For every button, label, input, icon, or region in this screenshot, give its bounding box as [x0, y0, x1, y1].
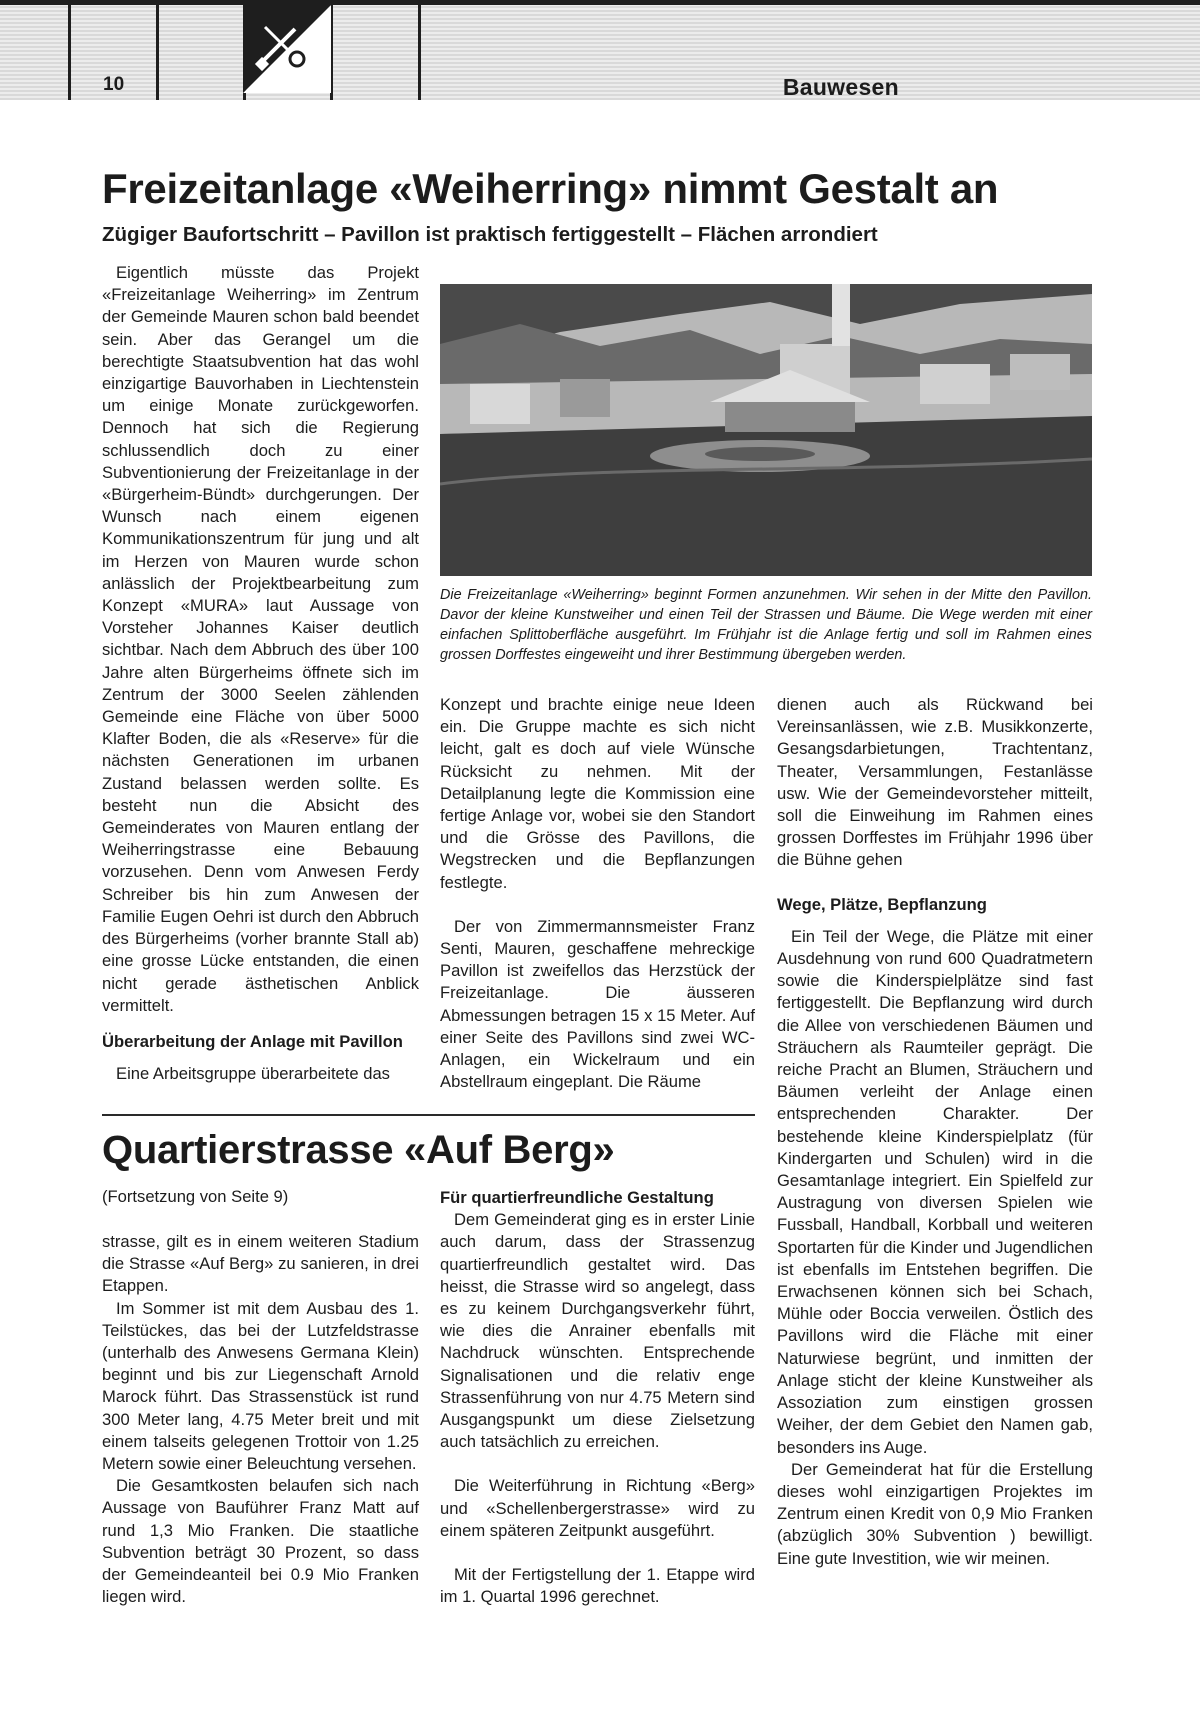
paragraph: Der Gemeinderat hat für die Erstellung dieses wohl einzigartigen Projektes im Zentrum einen Kredit von 0,9 Mio Franken (abzüglich 30% Subvention ) bewilligt. Eine gute Investition, wie wir meinen.: [777, 1459, 1093, 1568]
article-column-3: [777, 694, 1093, 1570]
crossed-tools-emblem-icon: [243, 5, 331, 93]
article-title: Freizeitanlage «Weiherring» nimmt Gestalt an: [102, 165, 999, 212]
paragraph: Im Sommer ist mit dem Ausbau des 1. Teilstückes, das bei der Lutzfeldstrasse (unterhalb des Anwesens Germana Klein) beginnt und bis zur Liegenschaft Arnold Marock führt. Das Strassenstück ist rund 300 Meter lang, 4.75 Meter breit und mit einem talseits gelegenen Trottoir von 1.25 Metern sowie einer Beleuchtung versehen.: [102, 1298, 419, 1474]
section-heading: Für quartierfreundliche Gestaltung: [440, 1188, 714, 1207]
paragraph: strasse, gilt es in einem weiteren Stadium die Strasse «Auf Berg» zu sanieren, in drei Etappen.: [102, 1232, 419, 1296]
paragraph: Ein Teil der Wege, die Plätze mit einer Ausdehnung von rund 600 Quadratmetern sowie die Kinderspielplätze sind fast fertiggestellt. Die Bepflanzung wird durch die Allee von verschiedenen Bäumen und Sträuchern als Raumteiler geprägt. Die reiche Pracht an Blumen, Sträuchern und Bäumen verleiht der Anlage einen entsprechenden Charakter. Der bestehende kleine Kinderspielplatz (für Kindergarten und Schulen) wird in die Gesamtanlage integriert. Ein Spielfeld zur Austragung von diversen Spielen wie Fussball, Handball, Korbball und weiteren Sportarten für die Kinder und Jugendlichen ist ebenfalls im Entstehen begriffen. Die Erwachsenen können sich bei Schach, Mühle oder Boccia verweilen. Östlich des Pavillons wird die Fläche mit einer Naturwiese begrünt, und inmitten der Anlage sticht der kleine Kunstweiher als Assoziation zum einstigen grossen Weiher, der dem Gebiet den Namen gab, besonders ins Auge.: [777, 926, 1093, 1457]
village-pavilion-photo: [440, 284, 1092, 576]
header-divider: [68, 5, 71, 100]
paragraph: Mit der Fertigstellung der 1. Etappe wird im 1. Quartal 1996 gerechnet.: [440, 1565, 755, 1607]
header-divider: [156, 5, 159, 100]
paragraph: Konzept und brachte einige neue Ideen ein. Die Gruppe machte es sich nicht leicht, galt es doch auf viele Wünsche Rücksicht zu nehmen. Mit der Detailplanung legte die Kommission eine fertige Anlage vor, wobei sie den Standort und die Grösse des Pavillons, die Wegstrecken und die Bepflanzungen festlegte.: [440, 695, 755, 892]
paragraph: Die Gesamtkosten belaufen sich nach Aussage von Bauführer Franz Matt auf rund 1,3 Mio Franken. Die staatliche Subvention beträgt 30 Prozent, so dass der Gemeindeanteil bei 0.9 Mio Franken liegen wird.: [102, 1476, 419, 1607]
article-title: Quartierstrasse «Auf Berg»: [102, 1128, 615, 1172]
article-column-5: [440, 1187, 755, 1608]
paragraph: Dem Gemeinderat ging es in erster Linie auch darum, dass der Strassenzug quartierfreundlich gestaltet wird. Das heisst, die Strasse wird so angelegt, dass es zu keinem Durchgangsverkehr führt, wie dies die Anrainer ebenfalls mit Nachdruck wünschten. Entsprechende Signalisationen und die relativ enge Strassenführung von nur 4.75 Metern sind Ausgangspunkt um diese Zielsetzung auch tatsächlich zu erreichen.: [440, 1210, 755, 1452]
paragraph: Die Weiterführung in Richtung «Berg» und «Schellenbergerstrasse» wird zu einem späteren Zeitpunkt ausgeführt.: [440, 1476, 755, 1540]
section-heading: Wege, Plätze, Bepflanzung: [777, 894, 987, 914]
paragraph: Eigentlich müsste das Projekt «Freizeitanlage Weiherring» im Zentrum der Gemeinde Mauren schon bald beendet sein. Aber das Gerangel um die berechtigte Staatsubvention hat das wohl einzigartige Bauvorhaben in Liechtenstein um einige Monate zurückgeworfen. Dennoch hat sich die Regierung schlussendlich doch zu einer Subventionierung der Freizeitanlage in der «Bürgerheim-Bündt» durchgerungen. Der Wunsch nach einem eigenen Kommunikationszentrum für jung und alt im Herzen von Mauren wurde schon anlässlich der Projektbearbeitung zum Konzept «MURA» laut Aussage von Vorsteher Johannes Kaiser deutlich sichtbar. Nach dem Abbruch des über 100 Jahre alten Bürgerheims öffnete sich im Zentrum der 3000 Seelen zählenden Gemeinde eine Fläche von über 5000 Klafter Boden, die als «Reserve» für die nächsten Generationen im urbanen Zustand belassen werden sollte. Es besteht nun die Absicht des Gemeinderates von Mauren entlang der Weiherringstrasse eine Bebauung vorzusehen. Denn vom Anwesen Ferdy Schreiber bis hin zum Anwesen der Familie Eugen Oehri ist durch den Abbruch des Bürgerheims (vorher brannte Stall ab) eine grosse Lücke entstanden, die einen nicht gerade ästhetischen Anblick vermittelt.: [102, 263, 419, 1015]
paragraph: Eine Arbeitsgruppe überarbeitete das: [116, 1064, 390, 1084]
paragraph: dienen auch als Rückwand bei Vereinsanlässen, wie z.B. Musikkonzerte, Gesangsdarbietungen, Trachtentanz, Theater, Versammlungen, Festanlässe usw. Wie der Gemeindevorsteher mitteilt, soll die Einweihung im Rahmen eines grossen Dorffestes im Frühjahr 1996 über die Bühne gehen: [777, 695, 1093, 870]
header-band: [0, 0, 1200, 100]
continuation-note: (Fortsetzung von Seite 9): [102, 1187, 289, 1206]
page-number: 10: [103, 74, 125, 95]
header-top-rule: [0, 0, 1200, 5]
section-label: Bauwesen: [782, 74, 899, 100]
article-column-4: [102, 1231, 419, 1608]
paragraph: Der von Zimmermannsmeister Franz Senti, Mauren, geschaffene mehreckige Pavillon ist zweifellos das Herzstück der Freizeitanlage. Die äusseren Abmessungen betragen 15 x 15 Meter. Auf einer Seite des Pavillons sind zwei WC-Anlagen, ein Wickelraum und ein Abstellraum eingeplant. Die Räume: [440, 916, 755, 1092]
article-column-2: [440, 694, 755, 1093]
article-subtitle: Zügiger Baufortschritt – Pavillon ist praktisch fertiggestellt – Flächen arrondiert: [102, 223, 878, 246]
article-divider: [102, 1114, 755, 1116]
article-column-1: [102, 262, 419, 1085]
photo-caption: Die Freizeitanlage «Weiherring» beginnt Formen anzunehmen. Wir sehen in der Mitte den Pavillon. Davor der kleine Kunstweiher und einen Teil der Strassen und Bäume. Die Wege werden mit einer einfachen Splittoberfläche ausgeführt. Im Frühjahr ist die Anlage fertig und soll im Rahmen eines grossen Dorffestes eingeweiht und ihrer Bestimmung übergeben werden.: [440, 587, 1092, 663]
header-divider: [418, 5, 421, 100]
section-heading: Überarbeitung der Anlage mit Pavillon: [102, 1031, 403, 1051]
